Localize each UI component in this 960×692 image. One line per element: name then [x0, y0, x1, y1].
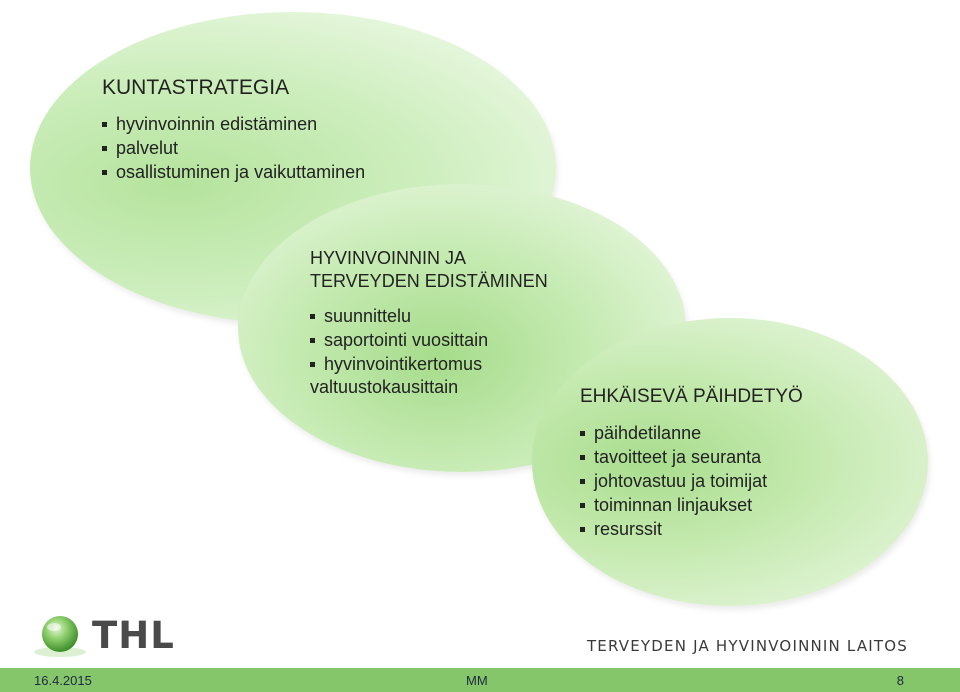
hyvinvointi-title-line2: TERVEYDEN EDISTÄMINEN — [310, 271, 548, 291]
thl-logo-text: THL — [92, 614, 175, 657]
list-item: hyvinvointikertomus — [310, 352, 548, 376]
hyvinvointi-block — [310, 247, 548, 399]
kuntastrategia-title: KUNTASTRATEGIA — [102, 76, 290, 99]
list-item: palvelut — [102, 136, 365, 160]
kuntastrategia-list — [102, 112, 365, 184]
hyvinvointi-list — [310, 304, 548, 376]
list-item: hyvinvoinnin edistäminen — [102, 112, 365, 136]
institute-name: TERVEYDEN JA HYVINVOINNIN LAITOS — [586, 637, 908, 655]
footer-page-number: 8 — [896, 673, 904, 688]
footer-bar — [0, 668, 960, 692]
paihdetyo-list — [580, 421, 803, 541]
hyvinvointi-title-line1: HYVINVOINNIN JA — [310, 248, 467, 268]
kuntastrategia-block — [102, 76, 365, 184]
footer-date: 16.4.2015 — [34, 673, 92, 688]
list-item: päihdetilanne — [580, 421, 803, 445]
list-item: tavoitteet ja seuranta — [580, 445, 803, 469]
paihdetyo-title: EHKÄISEVÄ PÄIHDETYÖ — [580, 386, 803, 407]
list-item: toiminnan linjaukset — [580, 493, 803, 517]
list-item: resurssit — [580, 517, 803, 541]
list-item: osallistuminen ja vaikuttaminen — [102, 160, 365, 184]
list-item: saportointi vuosittain — [310, 328, 548, 352]
list-item: johtovastuu ja toimijat — [580, 469, 803, 493]
paihdetyo-block — [580, 385, 803, 541]
hyvinvointi-trailing: valtuustokausittain — [310, 377, 459, 397]
footer-author: MM — [466, 673, 488, 688]
list-item: suunnittelu — [310, 304, 548, 328]
